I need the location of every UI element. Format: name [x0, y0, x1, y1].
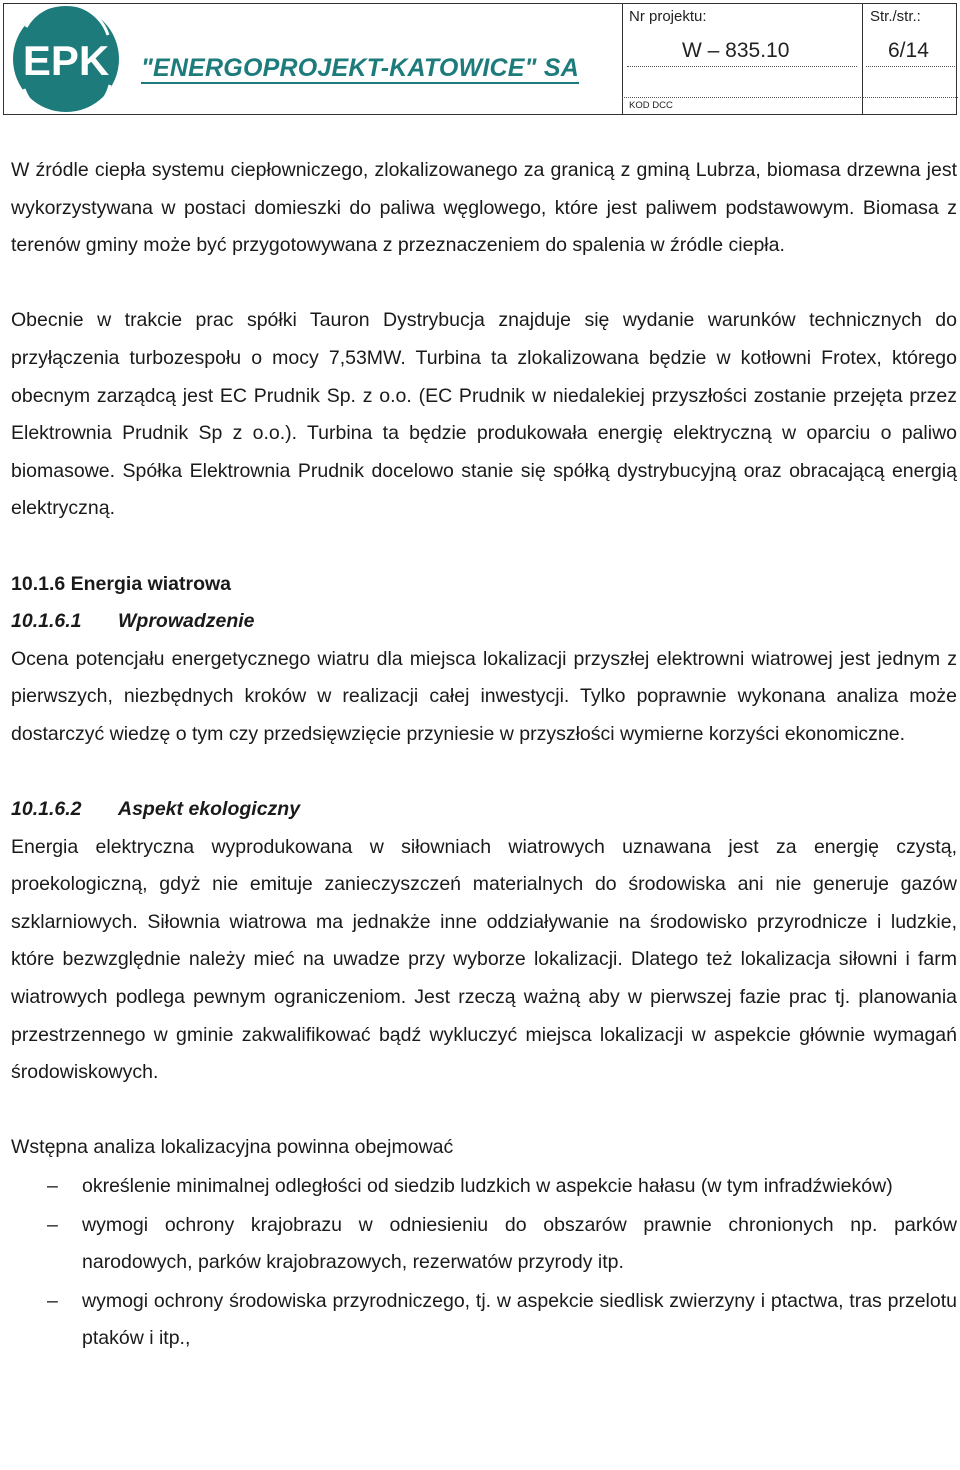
subsection-heading-intro: [11, 603, 957, 641]
list-item-text: określenie minimalnej odległości od siedzib ludzkich w aspekcie hałasu (w tym infradźwieków): [82, 1175, 893, 1198]
paragraph-biomass: W źródle ciepła systemu ciepłowniczego, zlokalizowanego za granicą z gminą Lubrza, biomasa drzewna jest wykorzystywana w postaci domieszki do paliwa węglowego, które jest paliwem podstawowym. Biomasa z terenów gminy może być przygotowywana z przeznaczeniem do spalenia w źródle ciepła.: [11, 159, 957, 257]
company-name: "ENERGOPROJEKT-KATOWICE" SA: [141, 54, 579, 82]
epk-logo-icon: [12, 5, 120, 113]
requirements-list: [11, 1168, 957, 1358]
paragraph-analysis-intro: Wstępna analiza lokalizacyjna powinna obejmować: [11, 1136, 454, 1159]
project-number: W – 835.10: [682, 39, 790, 62]
logo-text: EPK: [22, 37, 110, 84]
page-number-cell: [863, 4, 958, 97]
list-dash: –: [47, 1289, 58, 1312]
kod-dcc-label: KOD DCC: [629, 100, 673, 111]
project-number-label: Nr projektu:: [629, 8, 707, 25]
kod-dcc-cell: [622, 97, 863, 114]
paragraph-wind-potential: Ocena potencjału energetycznego wiatru dla miejsca lokalizacji przyszłej elektrowni wiatrowej jest jednym z pierwszych, niezbędnych kroków w realizacji całej inwestycji. Tylko poprawnie wykonana analiza może dostarczyć wiedzę o tym czy przedsięwzięcie przyniesie w przyszłości wymierne korzyści ekonomiczne.: [11, 647, 957, 745]
document-header: [3, 3, 957, 115]
page-number-label: Str./str.:: [870, 8, 921, 25]
subsection-title: Wprowadzenie: [118, 610, 255, 633]
empty-cell: [863, 97, 958, 114]
paragraph-ecology: Energia elektryczna wyprodukowana w siłowniach wiatrowych uznawana jest za energię czystą, proekologiczną, gdyż nie emituje zanieczyszczeń materialnych do środowiska ani nie generuje gazów szklarniowych. Siłownia wiatrowa ma jednakże inne oddziaływanie na środowisko przyrodnicze i ludzkie, które bezwzględnie należy mieć na uwadze przy wyborze lokalizacji. Dlatego też lokalizacja siłowni i farm wiatrowych podlega pewnym ograniczeniom. Jest rzeczą ważną aby w pierwszej fazie prac tj. planowania przestrzennego w gminie zakwalifikować bądź wykluczyć miejsca lokalizacji w aspekcie głównie wymagań środowiskowych.: [11, 835, 957, 1084]
list-item: [11, 1207, 957, 1282]
list-item-text: wymogi ochrony środowiska przyrodniczego, tj. w aspekcie siedlisk zwierzyny i ptactwa, tras przelotu ptaków i itp.,: [82, 1289, 957, 1350]
document-body: [11, 152, 957, 1358]
page-number: 6/14: [888, 39, 929, 62]
paragraph-turbine: Obecnie w trakcie prac spółki Tauron Dystrybucja znajduje się wydanie warunków technicznych do przyłączenia turbozespołu o mocy 7,53MW. Turbina ta zlokalizowana będzie w kotłowni Frotex, którego obecnym zarządcą jest EC Prudnik Sp. z o.o. (EC Prudnik w niedalekiej przyszłości zostanie przejęta przez Elektrownia Prudnik Sp z o.o.). Turbina ta będzie produkowała energię elektryczną w oparciu o paliwo biomasowe. Spółka Elektrownia Prudnik docelowo stanie się spółką dystrybucyjną oraz obracającą energią elektryczną.: [11, 309, 957, 520]
subsection-title: Aspekt ekologiczny: [118, 798, 301, 821]
list-dash: –: [47, 1175, 58, 1198]
list-item: [11, 1168, 957, 1206]
project-number-cell: [622, 4, 863, 97]
subsection-number: 10.1.6.2: [11, 798, 82, 821]
subsection-heading-ecology: [11, 791, 957, 829]
logo-cell: [4, 4, 623, 114]
section-heading: 10.1.6 Energia wiatrowa: [11, 572, 232, 595]
list-item: [11, 1283, 957, 1358]
list-item-text: wymogi ochrony krajobrazu w odniesieniu do obszarów prawnie chronionych np. parków narodowych, parków krajobrazowych, rezerwatów przyrody itp.: [82, 1213, 957, 1274]
list-dash: –: [47, 1213, 58, 1236]
subsection-number: 10.1.6.1: [11, 610, 82, 633]
